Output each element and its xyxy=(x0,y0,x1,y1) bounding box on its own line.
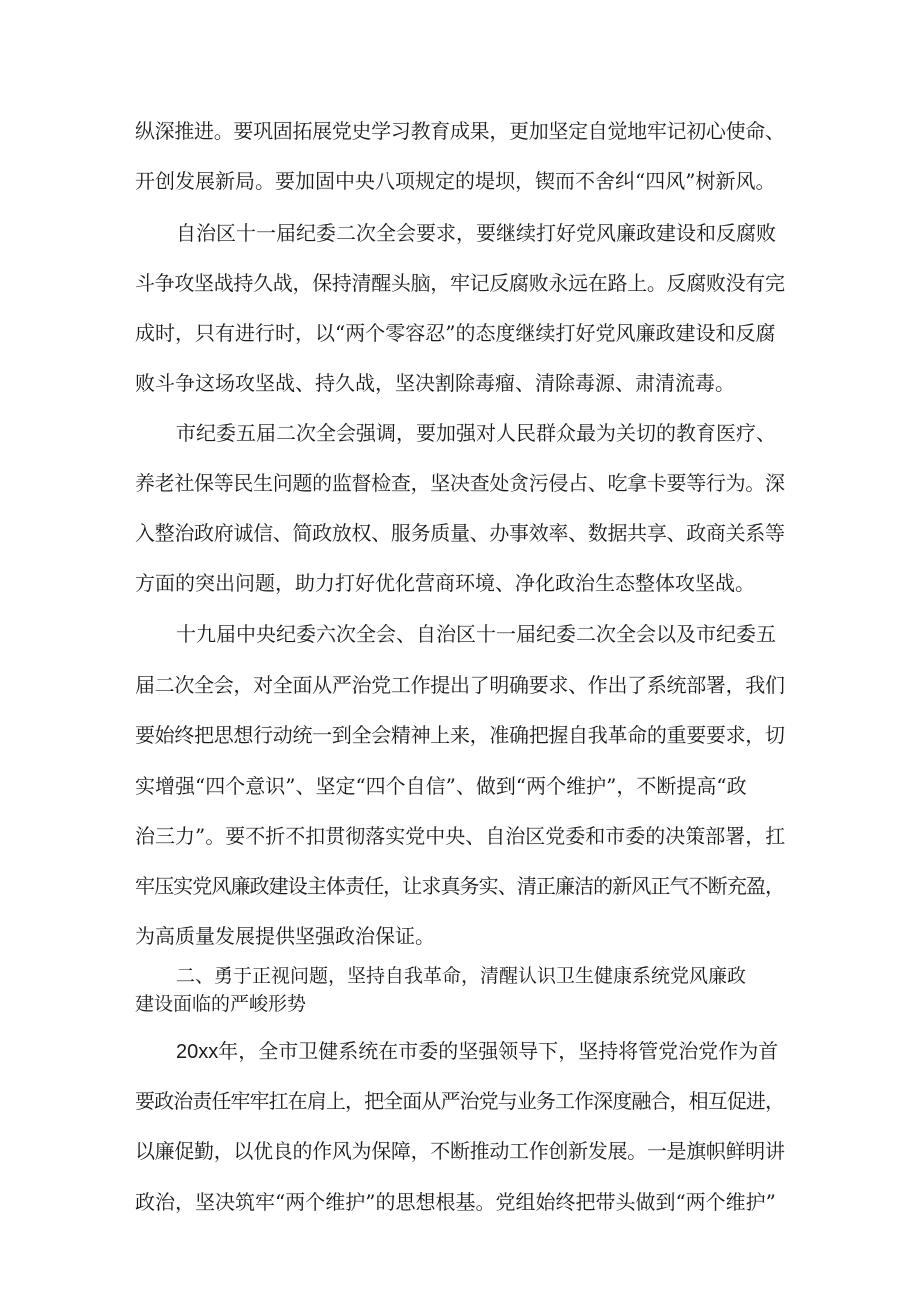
text-line: 方面的突出问题，助力打好优化营商环境、净化政治生态整体攻坚战。 xyxy=(135,571,755,595)
text-line: 市纪委五届二次全会强调，要加强对人民群众最为关切的教育医疗、 xyxy=(176,421,776,445)
section-heading-line: 建设面临的严峻形势 xyxy=(135,993,307,1015)
text-line: 纵深推进。要巩固拓展党史学习教育成果，更加坚定自觉地牢记初心使命、 xyxy=(135,119,785,143)
text-line xyxy=(176,1038,786,1064)
text-line: 养老社保等民生问题的监督检查，坚决查处贪污侵占、吃拿卡要等行为。深 xyxy=(135,471,785,495)
text-line: 自治区十一届纪委二次全会要求，要继续打好党风廉政建设和反腐败 xyxy=(176,221,776,245)
section-heading-line: 二、勇于正视问题，坚持自我革命，清醒认识卫生健康系统党风廉政 xyxy=(176,965,747,987)
text-line: 十九届中央纪委六次全会、自治区十一届纪委二次全会以及市纪委五 xyxy=(176,622,776,646)
text-line: 要政治责任牢牢扛在肩上，把全面从严治党与业务工作深度融合，相互促进， xyxy=(135,1089,785,1113)
year-prefix: 20xx xyxy=(176,1041,219,1063)
text-line: 要始终把思想行动统一到全会精神上来，准确把握自我革命的重要要求，切 xyxy=(135,723,785,747)
text-line: 开创发展新局。要加固中央八项规定的堤坝，锲而不舍纠“四风”树新风。 xyxy=(135,169,776,193)
text-line: 牢压实党风廉政建设主体责任，让求真务实、清正廉洁的新风正气不断充盈， xyxy=(135,874,785,898)
text-line: 实增强“四个意识”、坚定“四个自信”、做到“两个维护”，不断提高“政 xyxy=(135,774,747,798)
text-line: 为高质量发展提供坚强政治保证。 xyxy=(135,924,435,948)
text-line: 届二次全会，对全面从严治党工作提出了明确要求、作出了系统部署，我们 xyxy=(135,673,785,697)
text-line: 入整治政府诚信、简政放权、服务质量、办事效率、数据共享、政商关系等 xyxy=(135,521,785,545)
text-line: 治三力”。要不折不扣贯彻落实党中央、自治区党委和市委的决策部署，扛 xyxy=(135,824,786,848)
text-line: 政治，坚决筑牢“两个维护”的思想根基。党组始终把带头做到“两个维护” xyxy=(135,1190,776,1214)
text-line: 成时，只有进行时，以“两个零容忍”的态度继续打好党风廉政建设和反腐 xyxy=(135,321,776,345)
line-text: 年，全市卫健系统在市委的坚强领导下，坚持将管党治党作为首 xyxy=(218,1039,779,1063)
text-line: 败斗争这场攻坚战、持久战，坚决割除毒瘤、清除毒源、肃清流毒。 xyxy=(135,371,735,395)
text-line: 以廉促勤，以优良的作风为保障，不断推动工作创新发展。一是旗帜鲜明讲 xyxy=(135,1139,785,1163)
text-line: 斗争攻坚战持久战，保持清醒头脑，牢记反腐败永远在路上。反腐败没有完 xyxy=(135,271,785,295)
